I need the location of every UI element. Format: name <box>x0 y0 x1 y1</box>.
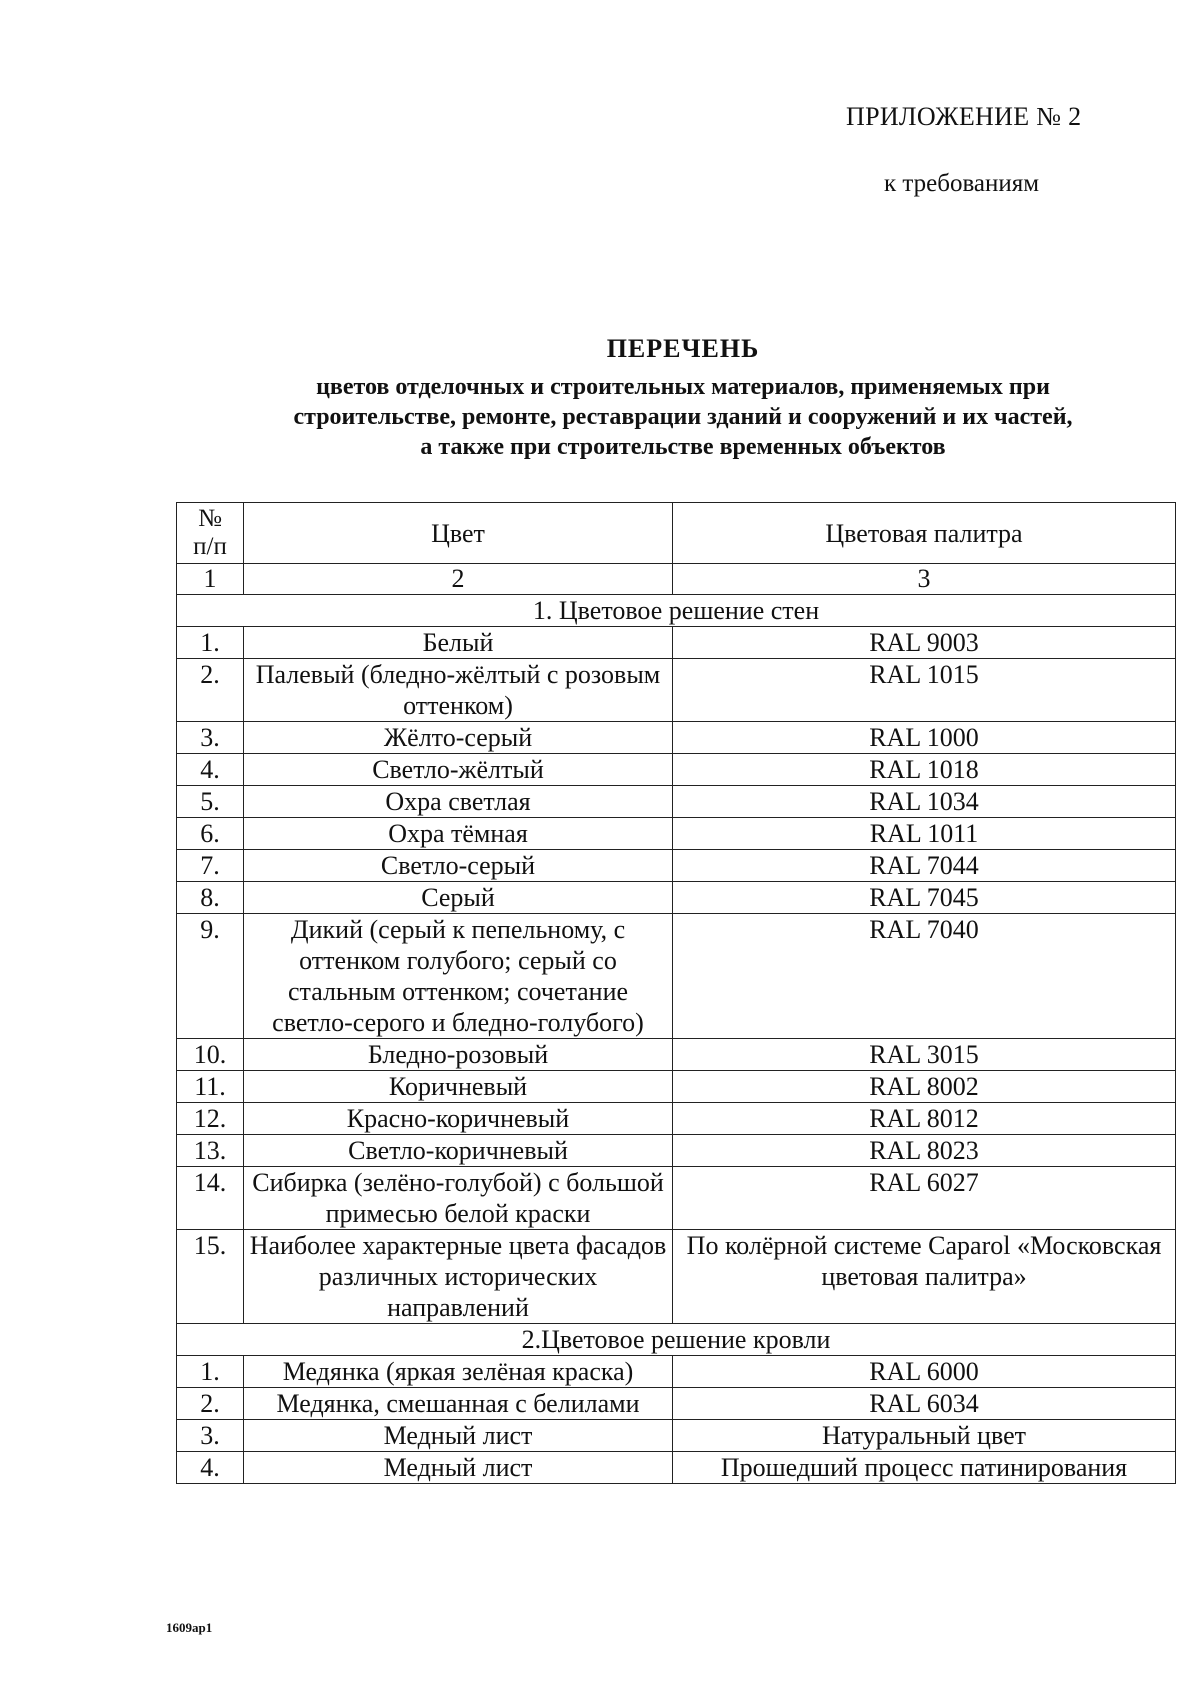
table-index-row <box>177 564 1176 595</box>
row-number: 1. <box>177 627 244 659</box>
palette-value: RAL 8023 <box>673 1135 1176 1167</box>
color-name: Медянка (яркая зелёная краска) <box>244 1356 673 1388</box>
palette-value: RAL 6027 <box>673 1167 1176 1230</box>
row-number: 4. <box>177 754 244 786</box>
palette-value: RAL 8012 <box>673 1103 1176 1135</box>
table-row <box>177 1103 1176 1135</box>
table-row <box>177 1039 1176 1071</box>
palette-value: RAL 1018 <box>673 754 1176 786</box>
palette-value: По колёрной системе Caparol «Московская цветовая палитра» <box>673 1230 1176 1324</box>
appendix-label: ПРИЛОЖЕНИЕ № 2 <box>846 102 1082 131</box>
row-number: 13. <box>177 1135 244 1167</box>
color-name: Красно-коричневый <box>244 1103 673 1135</box>
palette-value: RAL 7040 <box>673 914 1176 1039</box>
section-row <box>177 595 1176 627</box>
color-name: Серый <box>244 882 673 914</box>
row-number: 3. <box>177 722 244 754</box>
table-row <box>177 754 1176 786</box>
row-number: 15. <box>177 1230 244 1324</box>
table-row <box>177 1167 1176 1230</box>
table-row <box>177 1135 1176 1167</box>
color-name: Белый <box>244 627 673 659</box>
palette-value: RAL 1000 <box>673 722 1176 754</box>
header-palette: Цветовая палитра <box>673 503 1176 564</box>
palette-value: RAL 7044 <box>673 850 1176 882</box>
palette-value: RAL 1015 <box>673 659 1176 722</box>
color-name: Коричневый <box>244 1071 673 1103</box>
subtitle-line: а также при строительстве временных объектов <box>420 434 946 460</box>
to-requirements-label: к требованиям <box>884 170 1040 197</box>
row-number: 3. <box>177 1420 244 1452</box>
color-name: Наиболее характерные цвета фасадов различных исторических направлений <box>244 1230 673 1324</box>
palette-value: RAL 7045 <box>673 882 1176 914</box>
table-row <box>177 1420 1176 1452</box>
index-cell: 2 <box>244 564 673 595</box>
row-number: 5. <box>177 786 244 818</box>
row-number: 4. <box>177 1452 244 1484</box>
subtitle-line: цветов отделочных и строительных материалов, применяемых при <box>316 374 1050 400</box>
document-code: 1609ap1 <box>166 1620 213 1635</box>
row-number: 7. <box>177 850 244 882</box>
color-name: Светло-коричневый <box>244 1135 673 1167</box>
table-row <box>177 882 1176 914</box>
palette-value: RAL 8002 <box>673 1071 1176 1103</box>
section-title: 2.Цветовое решение кровли <box>177 1324 1176 1356</box>
color-name: Охра светлая <box>244 786 673 818</box>
header-number <box>177 503 244 564</box>
table-row <box>177 627 1176 659</box>
palette-value: RAL 3015 <box>673 1039 1176 1071</box>
color-name: Светло-жёлтый <box>244 754 673 786</box>
row-number: 1. <box>177 1356 244 1388</box>
table-row <box>177 914 1176 1039</box>
palette-value: RAL 9003 <box>673 627 1176 659</box>
header-number-line2: п/п <box>193 533 227 560</box>
color-name: Палевый (бледно-жёлтый с розовым оттенком) <box>244 659 673 722</box>
index-cell: 1 <box>177 564 244 595</box>
color-name: Медный лист <box>244 1420 673 1452</box>
row-number: 10. <box>177 1039 244 1071</box>
table-row <box>177 850 1176 882</box>
table-row <box>177 1356 1176 1388</box>
document-subtitle <box>200 372 1166 462</box>
table-row <box>177 786 1176 818</box>
color-name: Медянка, смешанная с белилами <box>244 1388 673 1420</box>
palette-value: RAL 1011 <box>673 818 1176 850</box>
table-row <box>177 722 1176 754</box>
table-row <box>177 1452 1176 1484</box>
row-number: 8. <box>177 882 244 914</box>
document-title: ПЕРЕЧЕНЬ <box>606 334 760 363</box>
row-number: 6. <box>177 818 244 850</box>
colors-table <box>176 502 1176 1484</box>
palette-value: Натуральный цвет <box>673 1420 1176 1452</box>
table-row <box>177 1071 1176 1103</box>
color-name: Медный лист <box>244 1452 673 1484</box>
row-number: 2. <box>177 659 244 722</box>
color-name: Жёлто-серый <box>244 722 673 754</box>
color-name: Охра тёмная <box>244 818 673 850</box>
table-row <box>177 818 1176 850</box>
row-number: 2. <box>177 1388 244 1420</box>
index-cell: 3 <box>673 564 1176 595</box>
section-title: 1. Цветовое решение стен <box>177 595 1176 627</box>
palette-value: RAL 6000 <box>673 1356 1176 1388</box>
color-name: Сибирка (зелёно-голубой) с большой примесью белой краски <box>244 1167 673 1230</box>
row-number: 9. <box>177 914 244 1039</box>
color-name: Дикий (серый к пепельному, с оттенком голубого; серый со стальным оттенком; сочетание светло-серого и бледно-голубого) <box>244 914 673 1039</box>
palette-value: RAL 1034 <box>673 786 1176 818</box>
table-row <box>177 1230 1176 1324</box>
color-name: Светло-серый <box>244 850 673 882</box>
subtitle-line: строительстве, ремонте, реставрации зданий и сооружений и их частей, <box>293 404 1073 430</box>
palette-value: Прошедший процесс патинирования <box>673 1452 1176 1484</box>
table-row <box>177 1388 1176 1420</box>
row-number: 11. <box>177 1071 244 1103</box>
header-number-line1: № <box>198 505 222 532</box>
section-row <box>177 1324 1176 1356</box>
header-color: Цвет <box>244 503 673 564</box>
row-number: 14. <box>177 1167 244 1230</box>
row-number: 12. <box>177 1103 244 1135</box>
palette-value: RAL 6034 <box>673 1388 1176 1420</box>
table-row <box>177 659 1176 722</box>
table-header-row <box>177 503 1176 564</box>
color-name: Бледно-розовый <box>244 1039 673 1071</box>
